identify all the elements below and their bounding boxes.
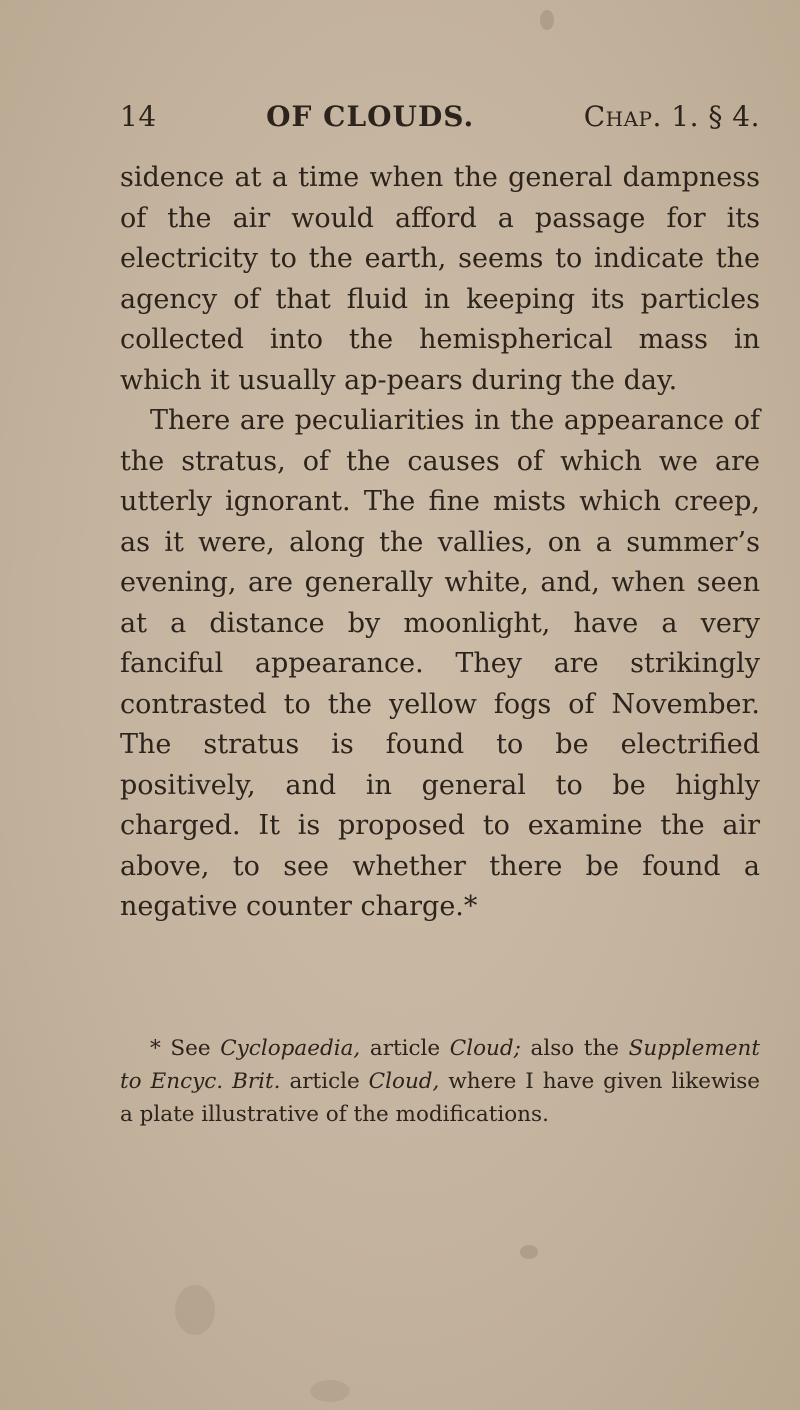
- footnote: [120, 1032, 760, 1131]
- footnote-text: See: [170, 1036, 211, 1061]
- footnote-work-title: Cyclopaedia,: [220, 1036, 361, 1061]
- footnote-text: article: [289, 1069, 360, 1094]
- paragraph: There are peculiarities in the appearance of the stratus, of the causes of which we are utterly ignorant. The fine mists which creep, as it were, along the vallies, on a summer’s evening, are generally white, and, when seen at a distance by moonlight, have a very fanciful appearance. They are strikingly contrasted to the yellow fogs of November. The stratus is found to be electrified positively, and in general to be highly charged. It is proposed to examine the air above, to see whether there be found a negative counter charge.*: [120, 405, 760, 922]
- footnote-entry: Cloud,: [368, 1069, 440, 1094]
- footnote-entry: Cloud;: [449, 1036, 521, 1061]
- footnote-marker: *: [150, 1036, 161, 1061]
- paper-stain: [310, 1380, 350, 1402]
- paper-stain: [520, 1245, 538, 1259]
- chapter-reference: Chap. 1. § 4.: [583, 100, 760, 133]
- page-number: 14: [120, 100, 157, 133]
- footnote-text: also the: [530, 1036, 620, 1061]
- paper-stain: [540, 10, 554, 30]
- body-text: [120, 158, 760, 928]
- footnote-work-title: Supplement to Encyc. Brit.: [120, 1036, 760, 1094]
- paragraph: sidence at a time when the general dampness of the air would afford a passage for its electricity to the earth, seems to indicate the agency of that fluid in keeping its particles collected into the hemispherical mass in which it usually ap-pears during the day.: [120, 162, 760, 396]
- running-head: [120, 100, 760, 150]
- footnote-text: where I have given likewise a plate illustrative of the modifications.: [120, 1069, 760, 1127]
- running-title: OF CLOUDS.: [266, 100, 475, 133]
- footnote-text: article: [369, 1036, 441, 1061]
- paper-stain: [175, 1285, 215, 1335]
